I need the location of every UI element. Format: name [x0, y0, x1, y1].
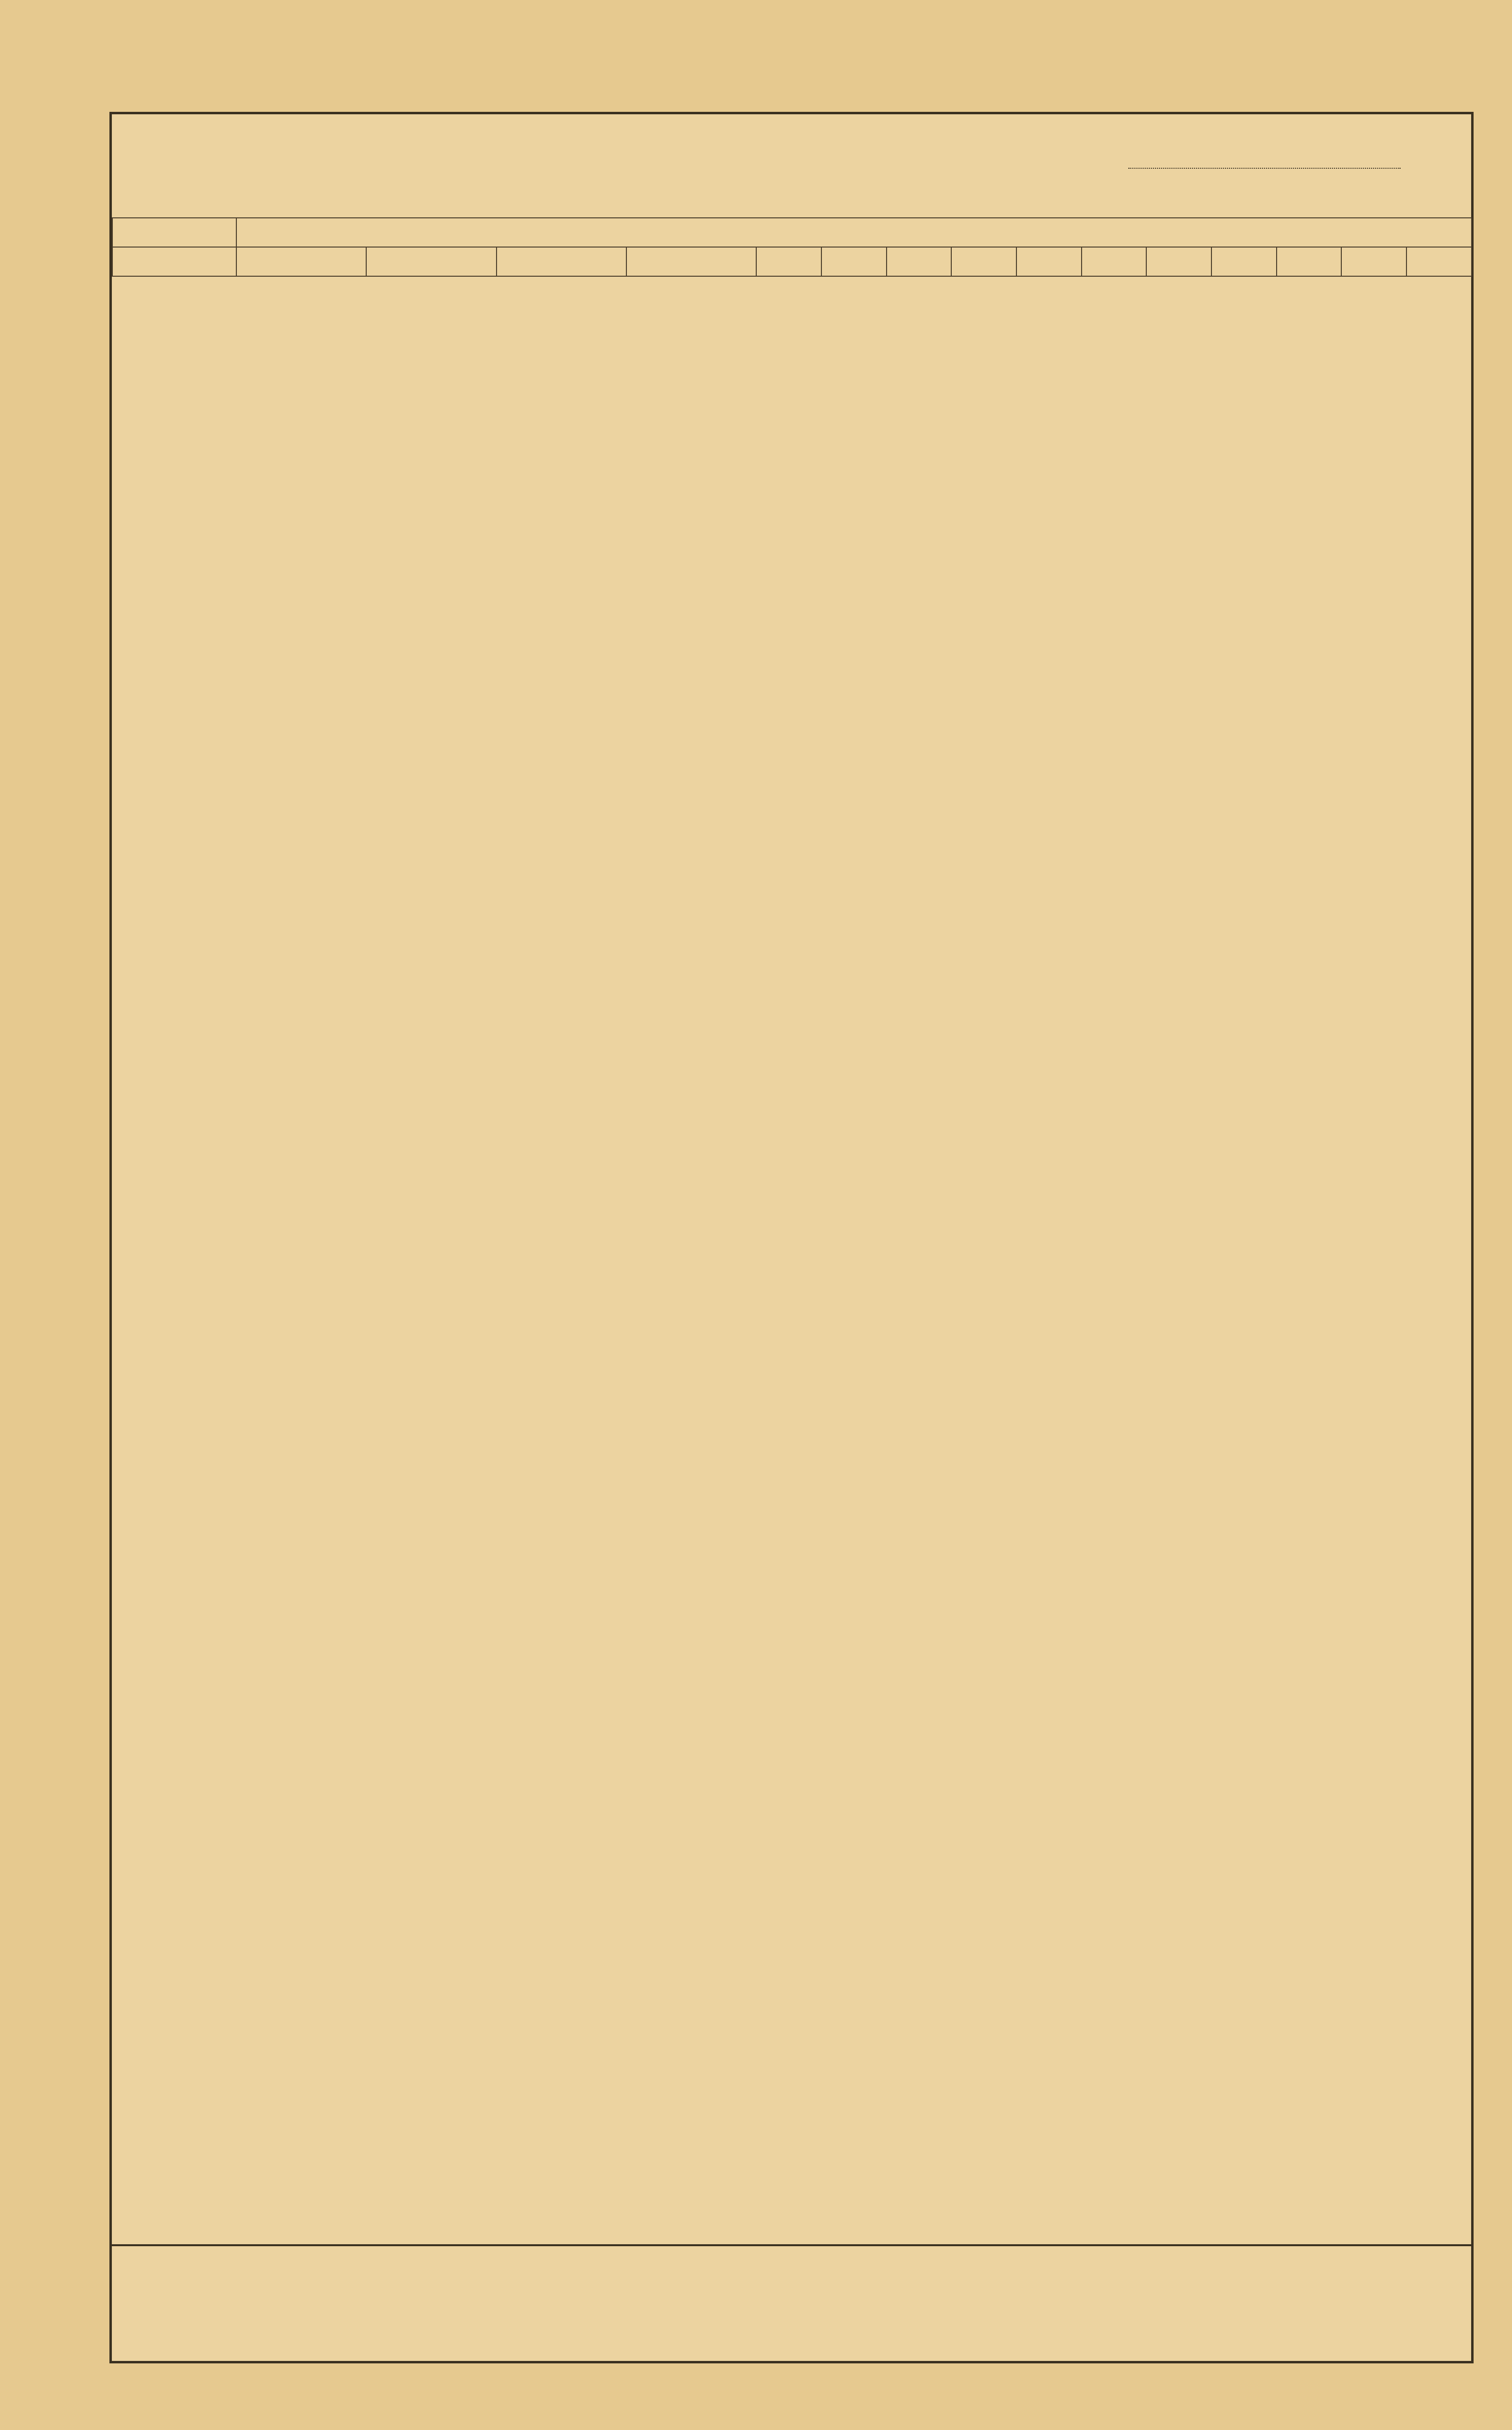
- station-name: [951, 247, 1016, 276]
- station-name: [1016, 247, 1082, 276]
- station-name: [497, 247, 626, 276]
- station-name: [1211, 247, 1277, 276]
- station-name: [1277, 247, 1342, 276]
- station-name: [626, 247, 756, 276]
- weather-sheet: [109, 112, 1474, 2363]
- station-name: [821, 247, 887, 276]
- stations-row: [112, 247, 1472, 276]
- station-name: [887, 247, 952, 276]
- wolkenzug-divider: [112, 2244, 1471, 2246]
- station-name: [1146, 247, 1211, 276]
- station-name: [1341, 247, 1406, 276]
- station-name: [756, 247, 821, 276]
- station-name: [1406, 247, 1472, 276]
- date-line: [1128, 168, 1401, 169]
- ort-label: [112, 247, 236, 276]
- radiosonden-table: [112, 217, 1472, 277]
- station-name: [236, 247, 366, 276]
- station-name: [366, 247, 496, 276]
- radiosonden-banner: [236, 218, 1472, 247]
- station-name: [1082, 247, 1147, 276]
- ort-header: [112, 218, 236, 247]
- banner-row: [112, 218, 1472, 247]
